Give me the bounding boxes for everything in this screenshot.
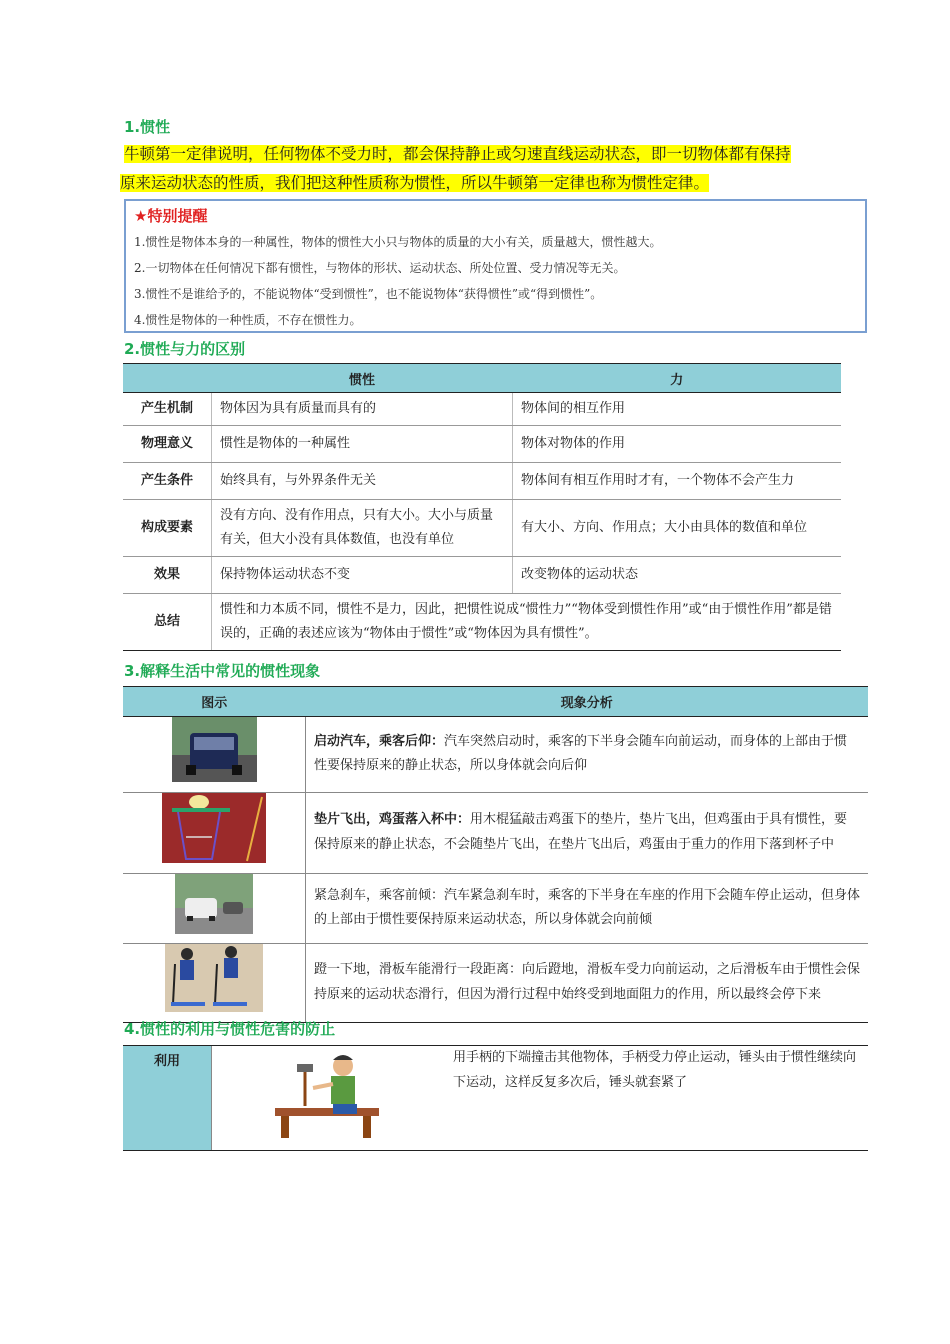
reminder-title: ★特别提醒 bbox=[134, 207, 208, 225]
intro-line-1: 牛顿第一定律说明，任何物体不受力时，都会保持静止或匀速直线运动状态，即一切物体都有保持 bbox=[124, 145, 791, 163]
section-title-use: 4.惯性的利用与惯性危害的防止 bbox=[124, 1020, 336, 1038]
table-row bbox=[123, 463, 841, 500]
intro-line-2: 原来运动状态的性质，我们把这种性质称为惯性，所以牛顿第一定律也称为惯性定律。 bbox=[120, 174, 710, 192]
reminder-item: 2.一切物体在任何情况下都有惯性，与物体的形状、运动状态、所处位置、受力情况等无关。 bbox=[134, 261, 626, 275]
table-header: 惯性 bbox=[212, 364, 513, 393]
table-row bbox=[123, 792, 868, 873]
row-label: 构成要素 bbox=[123, 500, 212, 557]
table-header: 图示 bbox=[123, 687, 306, 717]
inertia-force-table bbox=[123, 363, 841, 651]
table-row bbox=[123, 500, 841, 557]
table-header: 力 bbox=[513, 364, 842, 393]
inertia-cell: 没有方向、没有作用点，只有大小。大小与质量有关，但大小没有具体数值，也没有单位 bbox=[212, 500, 513, 557]
force-cell: 改变物体的运动状态 bbox=[513, 557, 842, 594]
phenomenon-title: 启动汽车，乘客后仰： bbox=[314, 733, 445, 749]
table-row bbox=[123, 594, 841, 651]
force-cell: 有大小、方向、作用点；大小由具体的数值和单位 bbox=[513, 500, 842, 557]
phenomenon-title: 垫片飞出，鸡蛋落入杯中： bbox=[314, 812, 471, 827]
intro-paragraph bbox=[120, 140, 865, 198]
use-text: 用手柄的下端撞击其他物体，手柄受力停止运动，锤头由于惯性继续向下运动，这样反复多次后，锤头就套紧了 bbox=[453, 1050, 857, 1090]
section-title-phenomena: 3.解释生活中常见的惯性现象 bbox=[124, 662, 321, 680]
table-header bbox=[123, 364, 212, 393]
row-label: 效果 bbox=[123, 557, 212, 594]
inertia-cell: 始终具有，与外界条件无关 bbox=[212, 463, 513, 500]
section-title-compare: 2.惯性与力的区别 bbox=[124, 340, 246, 358]
car-rear-icon bbox=[172, 717, 257, 782]
inertia-cell: 物体因为具有质量而具有的 bbox=[212, 393, 513, 426]
reminder-item: 3.惯性不是谁给予的，不能说物体“受到惯性”，也不能说物体“获得惯性”或“得到惯性”。 bbox=[134, 287, 603, 301]
table-row bbox=[123, 944, 868, 1023]
phenomenon-text: 蹬一下地，滑板车能滑行一段距离：向后蹬地，滑板车受力向前运动，之后滑板车由于惯性会保持原来的运动状态滑行，但因为滑行过程中始终受到地面阻力的作用，所以最终会停下来 bbox=[314, 962, 861, 1002]
reminder-item: 1.惯性是物体本身的一种属性，物体的惯性大小只与物体的质量的大小有关，质量越大，惯性越大。 bbox=[134, 235, 662, 249]
phenomenon-text: 用木棍猛敲击鸡蛋下的垫片，垫片飞出，但鸡蛋由于具有惯性，要保持原来的静止状态，不会随垫片飞出，在垫片飞出后，鸡蛋由于重力的作用下落到杯子中 bbox=[314, 812, 848, 852]
inertia-cell: 惯性是物体的一种属性 bbox=[212, 426, 513, 463]
table-row bbox=[123, 873, 868, 944]
phenomenon-text: 紧急刹车，乘客前倾：汽车紧急刹车时，乘客的下半身在车座的作用下会随车停止运动，但身体的上部由于惯性要保持原来运动状态，所以身体就会向前倾 bbox=[314, 887, 861, 928]
inertia-use-table bbox=[123, 1045, 868, 1151]
car-brake-icon bbox=[175, 874, 253, 934]
table-row bbox=[123, 393, 841, 426]
force-cell: 物体间的相互作用 bbox=[513, 393, 842, 426]
egg-cup-icon bbox=[162, 793, 266, 863]
row-label: 产生条件 bbox=[123, 463, 212, 500]
row-label: 总结 bbox=[123, 594, 212, 651]
summary-cell: 惯性和力本质不同，惯性不是力，因此，把惯性说成“惯性力”“物体受到惯性作用”或“由于惯性作用”都是错误的，正确的表述应该为“物体由于惯性”或“物体因为具有惯性”。 bbox=[212, 594, 842, 651]
section-title-inertia: 1.惯性 bbox=[124, 118, 171, 136]
reminder-item: 4.惯性是物体的一种性质，不存在惯性力。 bbox=[134, 313, 362, 327]
table-header: 现象分析 bbox=[306, 687, 869, 717]
force-cell: 物体间有相互作用时才有，一个物体不会产生力 bbox=[513, 463, 842, 500]
phenomenon-text: 汽车突然启动时，乘客的下半身会随车向前运动，而身体的上部由于惯性要保持原来的静止状态，所以身体就会向后仰 bbox=[314, 733, 848, 774]
table-row bbox=[123, 557, 841, 594]
row-label: 产生机制 bbox=[123, 393, 212, 426]
row-label: 物理意义 bbox=[123, 426, 212, 463]
scooter-icon bbox=[165, 944, 263, 1012]
hammer-man-icon bbox=[273, 1048, 381, 1141]
use-label: 利用 bbox=[123, 1046, 212, 1150]
table-row bbox=[123, 717, 868, 793]
special-reminder-box bbox=[124, 199, 867, 333]
inertia-cell: 保持物体运动状态不变 bbox=[212, 557, 513, 594]
table-row bbox=[123, 426, 841, 463]
phenomena-table bbox=[123, 686, 868, 1023]
force-cell: 物体对物体的作用 bbox=[513, 426, 842, 463]
